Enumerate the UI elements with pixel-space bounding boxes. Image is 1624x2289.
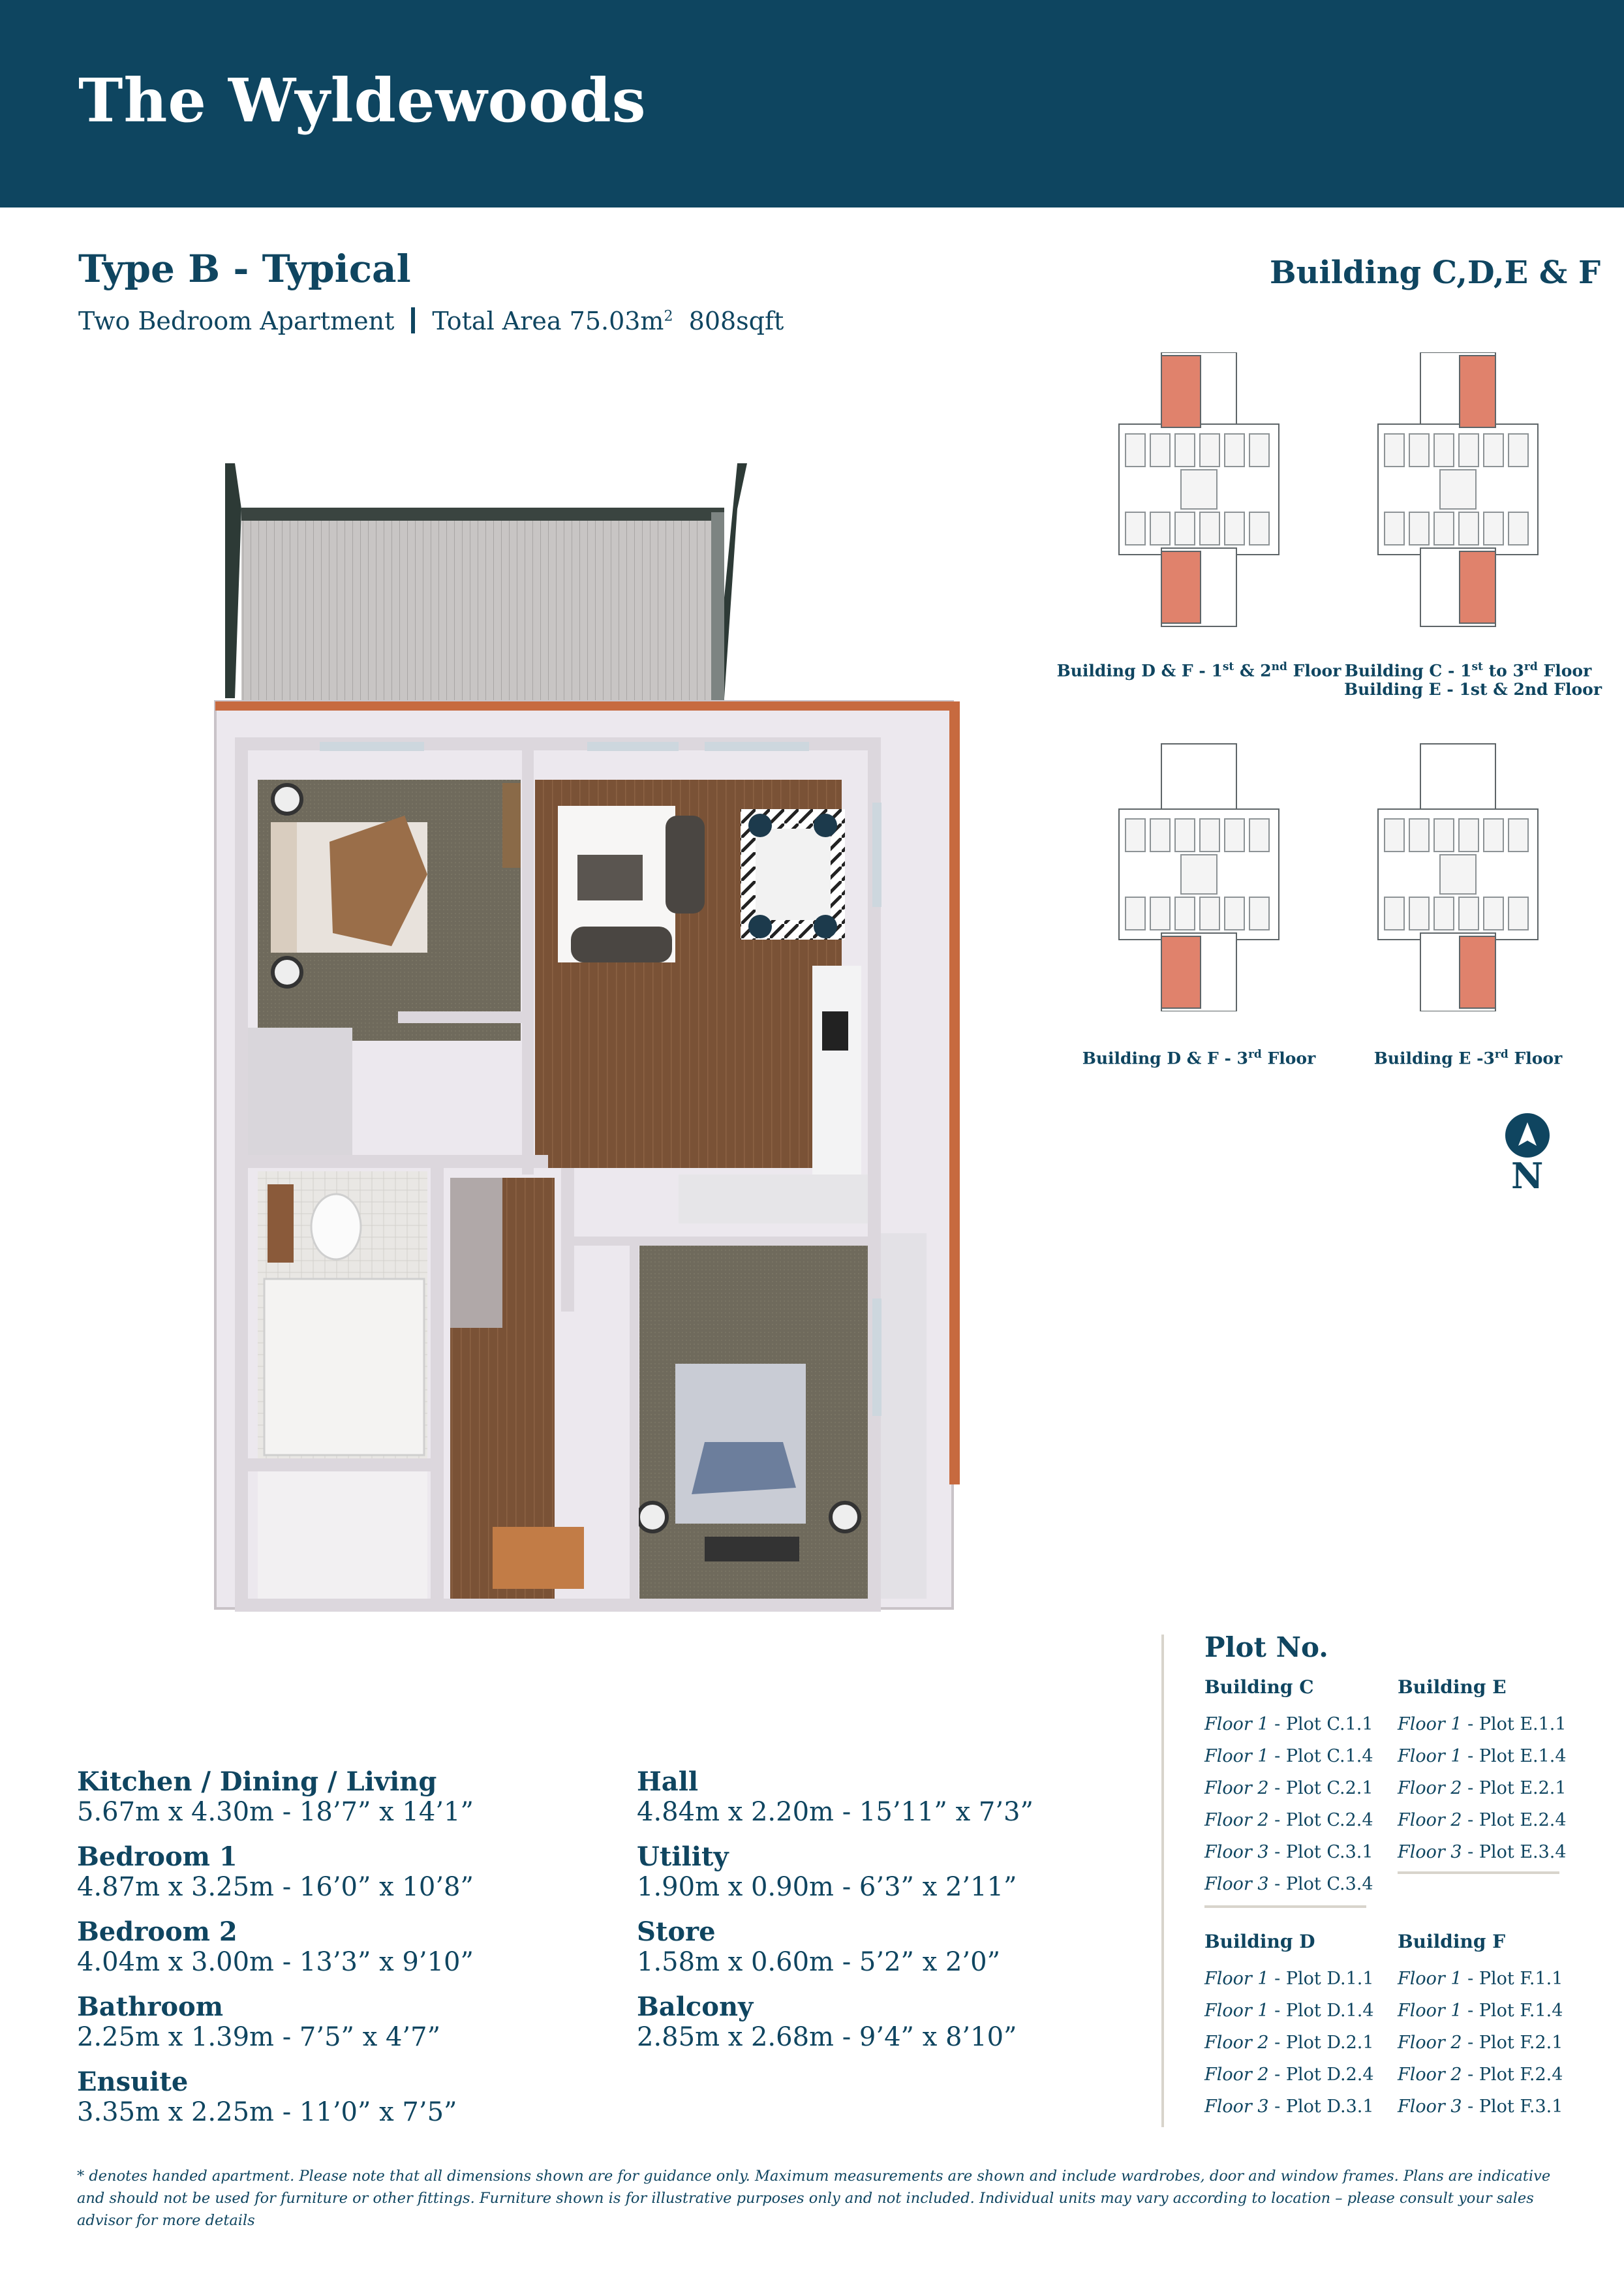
room-bathroom (77, 1992, 440, 2052)
kitchen-dining-living (535, 780, 874, 1223)
plot-building-f (1398, 1930, 1563, 2123)
plot-building-name: Building F (1398, 1931, 1506, 1952)
keyplan-d-f-1st-2nd (1106, 352, 1292, 639)
plot-row: Floor 2 - Plot E.2.4 (1398, 1810, 1567, 1830)
plot-row: Floor 2 - Plot D.2.1 (1204, 2033, 1374, 2053)
room-dimensions: 1.90m x 0.90m - 6’3” x 2’11” (637, 1872, 1017, 1902)
keyplan-highlight (1161, 551, 1201, 623)
bathroom (258, 1171, 427, 1458)
plot-row: Floor 1 - Plot F.1.4 (1398, 2001, 1563, 2021)
plot-row: Floor 3 - Plot F.3.1 (1398, 2097, 1563, 2117)
keyplan-highlight (1460, 551, 1495, 623)
plot-building-name: Building D (1204, 1931, 1315, 1952)
plot-row: Floor 2 - Plot D.2.4 (1204, 2065, 1374, 2085)
keyplan-d-f-3rd (1106, 737, 1292, 1011)
apartment-subtitle (78, 307, 784, 335)
area-unit-superscript: 2 (664, 308, 673, 325)
plot-separator (1204, 1905, 1366, 1908)
room-name: Ensuite (77, 2066, 189, 2097)
keyplan-e-3rd (1365, 737, 1551, 1011)
keyplan-caption-1: Building D & F - 1st & 2nd Floor (1056, 660, 1341, 681)
room-kitchen-dining-living (77, 1767, 474, 1827)
room-dimensions: 2.85m x 2.68m - 9’4” x 8’10” (637, 2022, 1017, 2052)
buildings-title: Building C,D,E & F (1270, 254, 1601, 291)
total-area: Total Area 75.03m (432, 307, 664, 335)
apartment-description: Two Bedroom Apartment (78, 307, 395, 335)
room-name: Kitchen / Dining / Living (77, 1766, 437, 1797)
room-dimensions: 4.87m x 3.25m - 16’0” x 10’8” (77, 1872, 474, 1902)
keyplan-c-all-e-1st-2nd (1365, 352, 1551, 639)
brick-wall (949, 701, 960, 1484)
bedroom-1-wardrobe (248, 1028, 352, 1155)
room-utility (637, 1842, 1017, 1902)
separator-bar (411, 307, 415, 333)
plot-row: Floor 1 - Plot E.1.4 (1398, 1746, 1567, 1766)
plot-separator (1398, 1871, 1559, 1874)
keyplan-highlight (1460, 936, 1495, 1008)
room-name: Bedroom 2 (77, 1916, 237, 1947)
plot-table-title: Plot No. (1204, 1631, 1328, 1663)
room-dimensions: 1.58m x 0.60m - 5’2” x 2’0” (637, 1947, 1001, 1977)
room-dimensions: 2.25m x 1.39m - 7’5” x 4’7” (77, 2022, 441, 2052)
room-store (637, 1917, 1000, 1977)
keyplan-caption-2: Building C - 1st to 3rd Floor Building E - 1st & 2nd Floor (1344, 660, 1602, 699)
room-name: Bedroom 1 (77, 1841, 237, 1872)
total-area-sqft: 808sqft (688, 307, 784, 335)
keyplan-caption-2-line2: Building E - 1st & 2nd Floor (1344, 680, 1602, 699)
room-hall (637, 1767, 1034, 1827)
plot-row: Floor 3 - Plot E.3.4 (1398, 1842, 1567, 1862)
keyplan-caption-4: Building E -3rd Floor (1373, 1048, 1563, 1068)
ensuite (258, 1468, 427, 1599)
room-balcony (637, 1992, 1017, 2052)
room-dimensions: 4.84m x 2.20m - 15’11” x 7’3” (637, 1797, 1034, 1827)
apartment-type-title: Type B - Typical (78, 247, 411, 291)
plot-building-name: Building E (1398, 1676, 1507, 1698)
plot-building-c (1204, 1676, 1373, 1900)
plot-row: Floor 2 - Plot F.2.4 (1398, 2065, 1563, 2085)
plot-building-name: Building C (1204, 1676, 1314, 1698)
plot-row: Floor 2 - Plot C.2.4 (1204, 1810, 1373, 1830)
keyplan-highlight (1161, 936, 1201, 1008)
room-name: Bathroom (77, 1991, 224, 2022)
plot-row: Floor 1 - Plot D.1.1 (1204, 1969, 1374, 1989)
brand-title: The Wyldewoods (78, 65, 647, 136)
room-dimensions: 4.04m x 3.00m - 13’3” x 9’10” (77, 1947, 474, 1977)
room-dimensions: 3.35m x 2.25m - 11’0” x 7’5” (77, 2097, 457, 2127)
room-bedroom-1 (77, 1842, 474, 1902)
plot-row: Floor 1 - Plot C.1.1 (1204, 1714, 1373, 1734)
plot-row: Floor 1 - Plot D.1.4 (1204, 2001, 1374, 2021)
plot-row: Floor 1 - Plot E.1.1 (1398, 1714, 1567, 1734)
room-dimensions: 5.67m x 4.30m - 18’7” x 14’1” (77, 1797, 474, 1827)
room-name: Utility (637, 1841, 729, 1872)
room-bedroom-2 (77, 1917, 474, 1977)
plot-row: Floor 2 - Plot C.2.1 (1204, 1778, 1373, 1798)
disclaimer: * denotes handed apartment. Please note that all dimensions shown are for guidance only. Maximum measurements are shown and include wardrobes, door and window frames. Plans are indicative and should not be used for furniture or other fittings. Furniture shown is for illustrative purposes only and not included. Individual units may vary according to location – please consult your sales advisor for more details (77, 2168, 1551, 2229)
plot-row: Floor 3 - Plot D.3.1 (1204, 2097, 1374, 2117)
north-arrow-icon (1505, 1113, 1550, 1158)
keyplan-highlight (1161, 356, 1201, 427)
plot-row: Floor 1 - Plot F.1.1 (1398, 1969, 1563, 1989)
north-label: N (1511, 1155, 1544, 1197)
bedroom-1 (258, 780, 521, 1041)
plot-building-d (1204, 1930, 1374, 2123)
floor-plan-illustration (196, 450, 979, 1618)
plot-row: Floor 3 - Plot C.3.4 (1204, 1874, 1373, 1894)
keyplan-highlight (1460, 356, 1495, 427)
plot-row: Floor 2 - Plot E.2.1 (1398, 1778, 1567, 1798)
room-ensuite (77, 2067, 457, 2127)
balcony (225, 463, 747, 701)
plot-building-e (1398, 1676, 1567, 1868)
room-name: Balcony (637, 1991, 754, 2022)
utility-cupboard (450, 1178, 502, 1328)
plot-table-rule (1161, 1635, 1164, 2127)
keyplan-caption-3: Building D & F - 3rd Floor (1082, 1048, 1316, 1068)
plot-row: Floor 2 - Plot F.2.1 (1398, 2033, 1563, 2053)
plot-row: Floor 3 - Plot C.3.1 (1204, 1842, 1373, 1862)
room-name: Store (637, 1916, 716, 1947)
room-name: Hall (637, 1766, 699, 1797)
bedroom-2 (638, 1233, 927, 1608)
plot-row: Floor 1 - Plot C.1.4 (1204, 1746, 1373, 1766)
